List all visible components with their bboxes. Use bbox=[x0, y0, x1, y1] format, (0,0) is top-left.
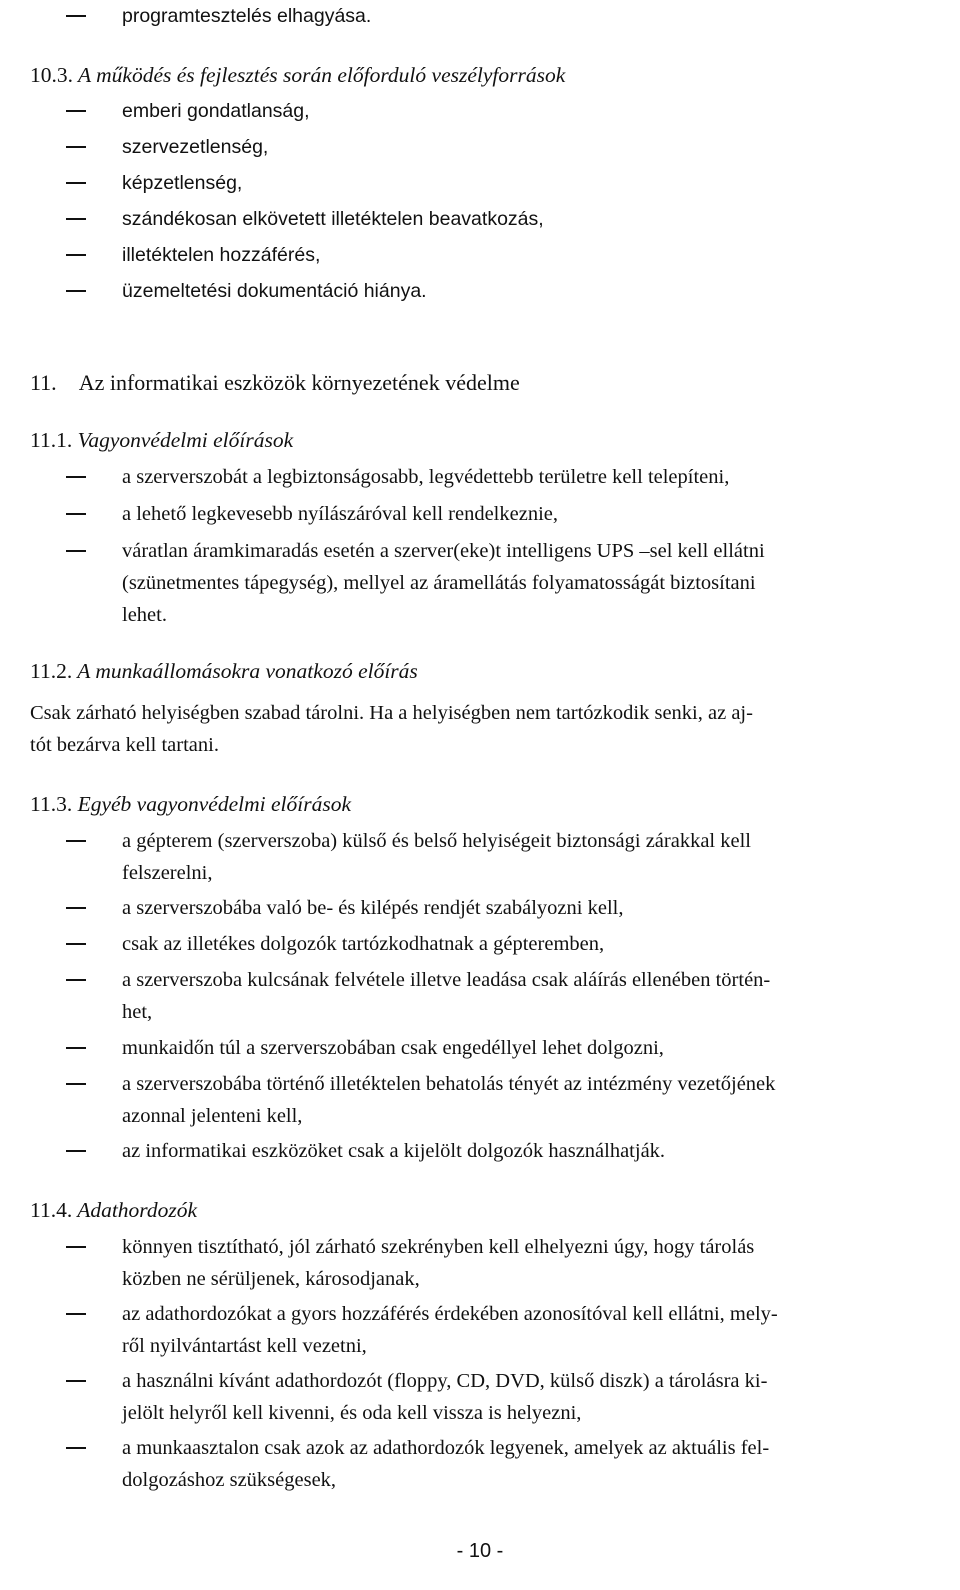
list-item-text: (szünetmentes tápegység), mellyel az áramellátás folyamatosságát biztosítani bbox=[122, 572, 756, 594]
list-item-text: het, bbox=[122, 1001, 153, 1023]
list-item-text: illetéktelen hozzáférés, bbox=[122, 244, 321, 266]
list-item-text: üzemeltetési dokumentáció hiánya. bbox=[122, 280, 427, 302]
section-title: Egyéb vagyonvédelmi előírások bbox=[77, 792, 351, 816]
list-item bbox=[122, 275, 942, 307]
list-item bbox=[122, 1032, 942, 1064]
list-item-text: a szerverszobába való be- és kilépés rendjét szabályozni kell, bbox=[122, 897, 624, 919]
section-title: Adathordozók bbox=[77, 1198, 198, 1222]
list-item bbox=[122, 131, 942, 163]
section-heading-11-1 bbox=[30, 424, 293, 456]
list-item bbox=[122, 928, 942, 960]
section-title: Vagyonvédelmi előírások bbox=[77, 428, 294, 452]
list-item bbox=[122, 892, 942, 924]
list-item bbox=[122, 964, 942, 1028]
section-number: 11.2. bbox=[30, 659, 73, 683]
list-item-text: a munkaasztalon csak azok az adathordozók legyenek, amelyek az aktuális fel- bbox=[122, 1437, 770, 1459]
list-item-text: munkaidőn túl a szerverszobában csak engedéllyel lehet dolgozni, bbox=[122, 1037, 664, 1059]
list-item bbox=[122, 461, 942, 493]
chapter-title: Az informatikai eszközök környezetének védelme bbox=[78, 370, 520, 395]
list-item-text: csak az illetékes dolgozók tartózkodhatnak a gépteremben, bbox=[122, 933, 605, 955]
list-item bbox=[122, 535, 942, 631]
list-item bbox=[122, 203, 942, 235]
section-number: 10.3. bbox=[30, 63, 73, 87]
list-item bbox=[122, 1298, 942, 1362]
list-item-text: szándékosan elkövetett illetéktelen beavatkozás, bbox=[122, 208, 544, 230]
list-item-text: emberi gondatlanság, bbox=[122, 100, 310, 122]
list-item-text: az adathordozókat a gyors hozzáférés érdekében azonosítóval kell ellátni, mely- bbox=[122, 1303, 778, 1325]
list-item bbox=[122, 498, 942, 530]
list-item bbox=[122, 167, 942, 199]
section-heading-11-3 bbox=[30, 788, 351, 820]
section-heading-11-2 bbox=[30, 655, 418, 687]
list-item-text: a gépterem (szerverszoba) külső és belső helyiségeit biztonsági zárakkal kell bbox=[122, 830, 751, 852]
section-heading-10-3 bbox=[30, 59, 565, 91]
list-item bbox=[122, 0, 942, 32]
chapter-heading-11 bbox=[30, 367, 520, 399]
paragraph-text: Csak zárható helyiségben szabad tárolni. Ha a helyiségben nem tartózkodik senki, az aj- bbox=[30, 702, 753, 724]
list-item-text: felszerelni, bbox=[122, 862, 213, 884]
list-item-text: azonnal jelenteni kell, bbox=[122, 1105, 303, 1127]
list-item bbox=[122, 95, 942, 127]
list-item bbox=[122, 825, 942, 889]
list-item bbox=[122, 1231, 942, 1295]
list-item-text: jelölt helyről kell kivenni, és oda kell vissza is helyezni, bbox=[122, 1402, 582, 1424]
list-item-text: képzetlenség, bbox=[122, 172, 243, 194]
list-item-text: a szerverszobába történő illetéktelen behatolás tényét az intézmény vezetőjének bbox=[122, 1073, 776, 1095]
list-item-text: közben ne sérüljenek, károsodjanak, bbox=[122, 1268, 420, 1290]
list-item-text: váratlan áramkimaradás esetén a szerver(eke)t intelligens UPS –sel kell ellátni bbox=[122, 540, 765, 562]
list-item bbox=[122, 1068, 942, 1132]
list-item bbox=[122, 1432, 942, 1496]
section-heading-11-4 bbox=[30, 1194, 197, 1226]
list-item-text: a lehető legkevesebb nyílászáróval kell rendelkeznie, bbox=[122, 503, 558, 525]
list-item-text: programtesztelés elhagyása. bbox=[122, 5, 372, 27]
section-title: A munkaállomásokra vonatkozó előírás bbox=[77, 659, 418, 683]
list-item-text: lehet. bbox=[122, 604, 167, 626]
section-number: 11.4. bbox=[30, 1198, 73, 1222]
list-item bbox=[122, 239, 942, 271]
list-item-text: a használni kívánt adathordozót (floppy, CD, DVD, külső diszk) a tárolásra ki- bbox=[122, 1370, 768, 1392]
list-item-text: a szerverszoba kulcsának felvétele illetve leadása csak aláírás ellenében történ- bbox=[122, 969, 771, 991]
paragraph bbox=[30, 697, 942, 761]
list-item-text: szervezetlenség, bbox=[122, 136, 269, 158]
list-item-text: ről nyilvántartást kell vezetni, bbox=[122, 1335, 367, 1357]
list-item bbox=[122, 1135, 942, 1167]
section-number: 11.3. bbox=[30, 792, 73, 816]
chapter-number: 11. bbox=[30, 370, 57, 395]
list-item-text: könnyen tisztítható, jól zárható szekrényben kell elhelyezni úgy, hogy tárolás bbox=[122, 1236, 755, 1258]
page-number: - 10 - bbox=[456, 1540, 504, 1562]
list-item-text: dolgozáshoz szükségesek, bbox=[122, 1469, 337, 1491]
section-title: A működés és fejlesztés során előforduló veszélyforrások bbox=[78, 63, 566, 87]
list-item-text: az informatikai eszközöket csak a kijelölt dolgozók használhatják. bbox=[122, 1140, 666, 1162]
list-item-text: a szerverszobát a legbiztonságosabb, legvédettebb területre kell telepíteni, bbox=[122, 466, 730, 488]
list-item bbox=[122, 1365, 942, 1429]
paragraph-text: tót bezárva kell tartani. bbox=[30, 734, 219, 756]
section-number: 11.1. bbox=[30, 428, 73, 452]
